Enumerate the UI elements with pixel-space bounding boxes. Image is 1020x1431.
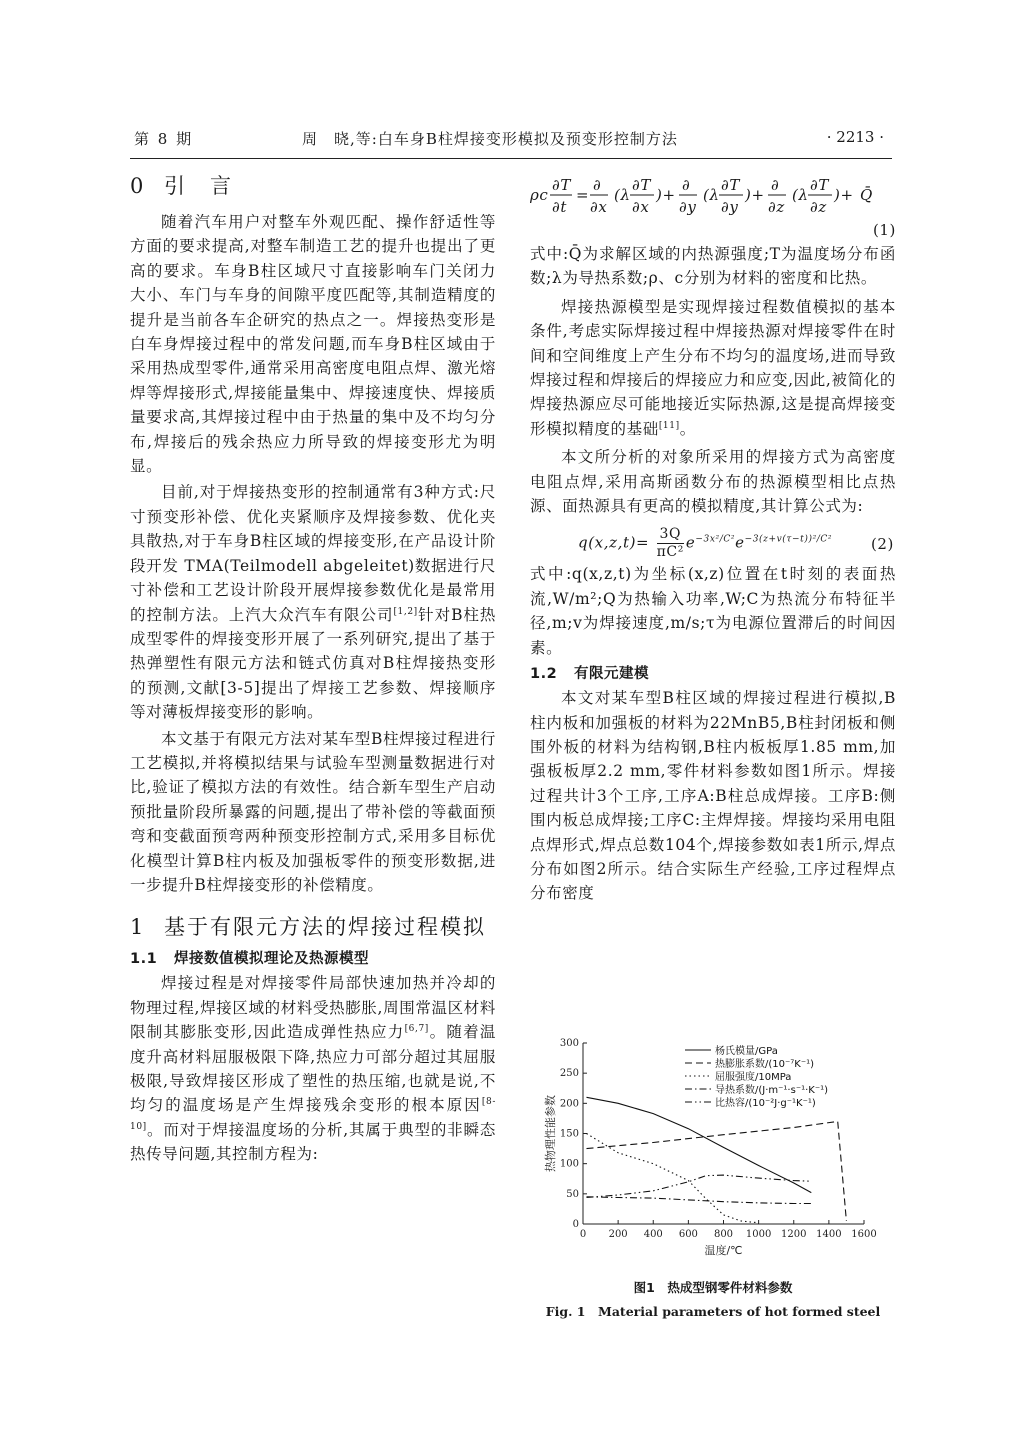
text-run: 。 — [679, 419, 696, 438]
svg-text:=: = — [576, 186, 590, 204]
series-line-3 — [587, 1134, 759, 1223]
y-tick-label: 300 — [559, 1038, 579, 1049]
svg-text:∂z: ∂z — [810, 198, 827, 216]
legend-label: 杨氏模量/GPa — [715, 1046, 778, 1057]
equation-2-number: (2) — [870, 535, 894, 554]
svg-text:∂T: ∂T — [810, 176, 829, 194]
section-number: 1 — [130, 915, 146, 940]
right-column — [530, 172, 896, 906]
subsection-number: 1.1 — [130, 951, 158, 968]
svg-text:(λ: (λ — [703, 186, 720, 204]
equation-2 — [530, 518, 896, 562]
x-tick-label: 1400 — [816, 1229, 842, 1240]
x-tick-label: 400 — [643, 1229, 663, 1240]
x-tick-label: 1600 — [851, 1229, 877, 1240]
eq-lhs: q(x,z,t)= — [578, 533, 650, 552]
legend-label: 屈服强度/10MPa — [715, 1072, 792, 1083]
svg-text:∂x: ∂x — [632, 198, 650, 216]
x-axis-label: 温度/℃ — [704, 1244, 743, 1257]
x-tick-label: 0 — [579, 1229, 587, 1240]
issue-number: 第 8 期 — [134, 130, 194, 148]
legend-label: 比热容/(10⁻²J·g⁻¹K⁻¹) — [715, 1098, 816, 1109]
svg-text:)+: )+ — [834, 186, 854, 204]
x-tick-label: 600 — [678, 1229, 698, 1240]
citation[interactable]: [11] — [658, 420, 680, 431]
svg-text:∂: ∂ — [593, 176, 602, 194]
subsection-1-1-heading — [130, 947, 496, 971]
svg-text:(λ: (λ — [792, 186, 809, 204]
figure-caption-cn: 图1 热成型钢零件材料参数 — [633, 1280, 793, 1295]
section-number: 0 — [130, 174, 146, 198]
heat-equation — [530, 172, 896, 218]
paragraph — [130, 480, 496, 724]
svg-text:)+: )+ — [656, 186, 676, 204]
series-line-5 — [587, 1175, 812, 1197]
x-tick-label: 1000 — [745, 1229, 772, 1240]
exponent: −3(z+v(τ−t))²/C² — [744, 534, 833, 545]
svg-text:Q̄: Q̄ — [860, 186, 873, 204]
section-title: 引 言 — [164, 174, 233, 198]
paragraph: 随着汽车用户对整车外观匹配、操作舒适性等方面的要求提高,对整车制造工艺的提升也提出了更高的要求。车身B柱区域尺寸直接影响车门关闭力大小、车门与车身的间隙平度匹配等,其制造精度的提升是当前各车企研究的热点之一。焊接热变形是白车身焊接过程中的常发问题,而车身B柱区域由于采用热成型零件,通常采用高密度电阻点焊、激光熔焊等焊接形式,焊接能量集中、焊接速度快、焊接质量要求高,其焊接过程中由于热量的集中及不均匀分布,焊接后的残余热应力所导致的焊接变形尤为明显。 — [130, 213, 496, 476]
citation[interactable]: [6,7] — [404, 1024, 429, 1035]
subsection-1-2-heading — [530, 662, 896, 686]
citation[interactable]: [1,2] — [393, 606, 418, 617]
svg-text:∂: ∂ — [682, 176, 691, 194]
x-tick-label: 1200 — [781, 1229, 807, 1240]
subsection-title: 有限元建模 — [574, 666, 649, 683]
text-run: 。而对于焊接温度场的分析,其属于典型的非瞬态热传导问题,其控制方程为: — [130, 1120, 496, 1164]
y-axis-label: 热物理性能参数 — [544, 1095, 557, 1172]
paragraph: 式中:Q̄为求解区域的内热源强度;T为温度场分布函数;λ为导热系数;ρ、c分别为材料的密度和比热。 — [530, 245, 896, 288]
section-0-heading — [130, 172, 496, 200]
svg-text:)+: )+ — [745, 186, 765, 204]
svg-text:∂y: ∂y — [721, 198, 739, 216]
x-tick-label: 800 — [713, 1229, 734, 1240]
equation-1-number: (1) — [872, 221, 896, 239]
y-tick-label: 100 — [559, 1158, 579, 1170]
legend-label: 热膨胀系数/(10⁻⁷K⁻¹) — [715, 1059, 815, 1070]
text-run: 焊接过程是对焊接零件局部快速加热并冷却的物理过程,焊接区域的材料受热膨胀,周围常温区材料限制其膨胀变形,因此造成弹性热应力 — [130, 974, 496, 1042]
exponent: −3x²/C² — [695, 534, 736, 545]
page-number: · 2213 · — [826, 128, 884, 146]
paragraph: 本文基于有限元方法对某车型B柱焊接过程进行工艺模拟,并将模拟结果与试验车型测量数据进行对比,验证了模拟方法的有效性。结合新车型生产启动预批量阶段所暴露的问题,提出了带补偿的等截面预弯和变截面预弯两种预变形控制方式,采用多目标优化模型计算B柱内板及加强板零件的预变形数据,进一步提升B柱焊接变形的补偿精度。 — [130, 729, 496, 894]
text-run: 。随着温度升高材料屈服极限下降,热应力可部分超过其屈服极限,导致焊接区形成了塑性的热压缩,也就是说,不均匀的温度场是产生焊接残余变形的根本原因 — [130, 1023, 496, 1115]
y-tick-label: 200 — [559, 1098, 579, 1110]
svg-text:∂: ∂ — [771, 176, 780, 194]
y-tick-label: 0 — [572, 1219, 579, 1230]
series-line-4 — [587, 1197, 812, 1204]
paragraph: 本文对某车型B柱区域的焊接过程进行模拟,B柱内板和加强板的材料为22MnB5,B柱封闭板和侧围外板的材料为结构钢,B柱内板板厚1.85 mm,加强板板厚2.2 mm,零件材料参数如图1所示。焊接过程共计3个工序,工序A:B柱总成焊接。工序B:侧围内板总成焊接;工序C:主焊焊接。焊接均采用电阻点焊形式,焊点总数104个,焊接参数如表1所示,焊点分布如图2所示。结合实际生产经验,工序过程焊点分布密度 — [530, 689, 896, 903]
section-1-heading — [130, 913, 496, 941]
svg-text:∂z: ∂z — [768, 198, 785, 216]
y-tick-label: 50 — [566, 1188, 579, 1200]
svg-text:∂T: ∂T — [552, 176, 571, 194]
subsection-number: 1.2 — [530, 666, 558, 683]
equation-1 — [530, 172, 896, 218]
legend-label: 导热系数/(J·m⁻¹·s⁻¹·K⁻¹) — [715, 1085, 829, 1096]
numerator: 3Q — [657, 526, 684, 544]
x-tick-label: 200 — [608, 1229, 628, 1240]
header-rule — [130, 158, 892, 159]
paragraph: 本文所分析的对象所采用的焊接方式为高密度电阻点焊,采用高斯函数分布的热源模型相比点热源、面热源具有更高的模拟精度,其计算公式为: — [530, 448, 896, 516]
material-parameter-chart — [530, 1036, 896, 1276]
citation[interactable]: [8-10] — [130, 1097, 496, 1132]
svg-text:ρc: ρc — [530, 186, 549, 204]
figure-caption-en: Fig. 1 Material parameters of hot formed steel — [545, 1304, 881, 1319]
svg-text:∂y: ∂y — [679, 198, 697, 216]
left-column — [130, 172, 496, 1167]
svg-text:∂t: ∂t — [552, 198, 567, 216]
text-run: 针对B柱热成型零件的焊接变形开展了一系列研究,提出了基于热弹塑性有限元方法和链式仿真对B柱焊接热变形的预测,文献[3-5]提出了焊接工艺参数、焊接顺序等对薄板焊接变形的影响。 — [130, 605, 496, 722]
paragraph: 式中:q(x,z,t)为坐标(x,z)位置在t时刻的表面热流,W/m²;Q为热输入功率,W;C为热流分布特征半径,m;v为焊接速度,m/s;τ为电源位置滞后的时间因素。 — [530, 565, 896, 657]
series-line-2 — [587, 1121, 847, 1221]
subsection-title: 焊接数值模拟理论及热源模型 — [174, 951, 369, 968]
y-tick-label: 250 — [559, 1068, 579, 1080]
paragraph — [130, 971, 496, 1166]
text-run: 焊接热源模型是实现焊接过程数值模拟的基本条件,考虑实际焊接过程中焊接热源对焊接零件在时间和空间维度上产生分布不均匀的温度场,进而导致焊接过程和焊接后的焊接应力和应变,因此,被简化的焊接热源应尽可能地接近实际热源,这是提高焊接变形模拟精度的基础 — [530, 297, 896, 438]
fraction — [657, 526, 684, 561]
running-header — [130, 124, 892, 154]
svg-text:∂x: ∂x — [590, 198, 608, 216]
section-title: 基于有限元方法的焊接过程模拟 — [164, 915, 486, 940]
y-tick-label: 150 — [559, 1128, 579, 1140]
running-title: 周 晓,等:白车身B柱焊接变形模拟及预变形控制方法 — [302, 130, 678, 148]
text-run: 目前,对于焊接热变形的控制通常有3种方式:尺寸预变形补偿、优化夹紧顺序及焊接参数、优化夹具散热,对于车身B柱区域的焊接变形,在产品设计阶段开发 TMA(Teilmodell abgeleitet)数据进行尺寸补偿和工艺设计阶段开展焊接参数优化是最常用的控制方法。上汽大众汽车有限公司 — [130, 483, 496, 624]
paragraph — [530, 295, 896, 441]
svg-text:∂T: ∂T — [632, 176, 651, 194]
svg-text:(λ: (λ — [614, 186, 631, 204]
denominator: πC² — [656, 544, 684, 561]
equation-2-body: q(x,z,t)= $\frac{3Q}{\text{πC²}}$ $e^{-3x^2/C^2}e^{-3(z+v(\tau-t))^2/C^2}$ — [578, 526, 833, 561]
svg-text:∂T: ∂T — [721, 176, 740, 194]
